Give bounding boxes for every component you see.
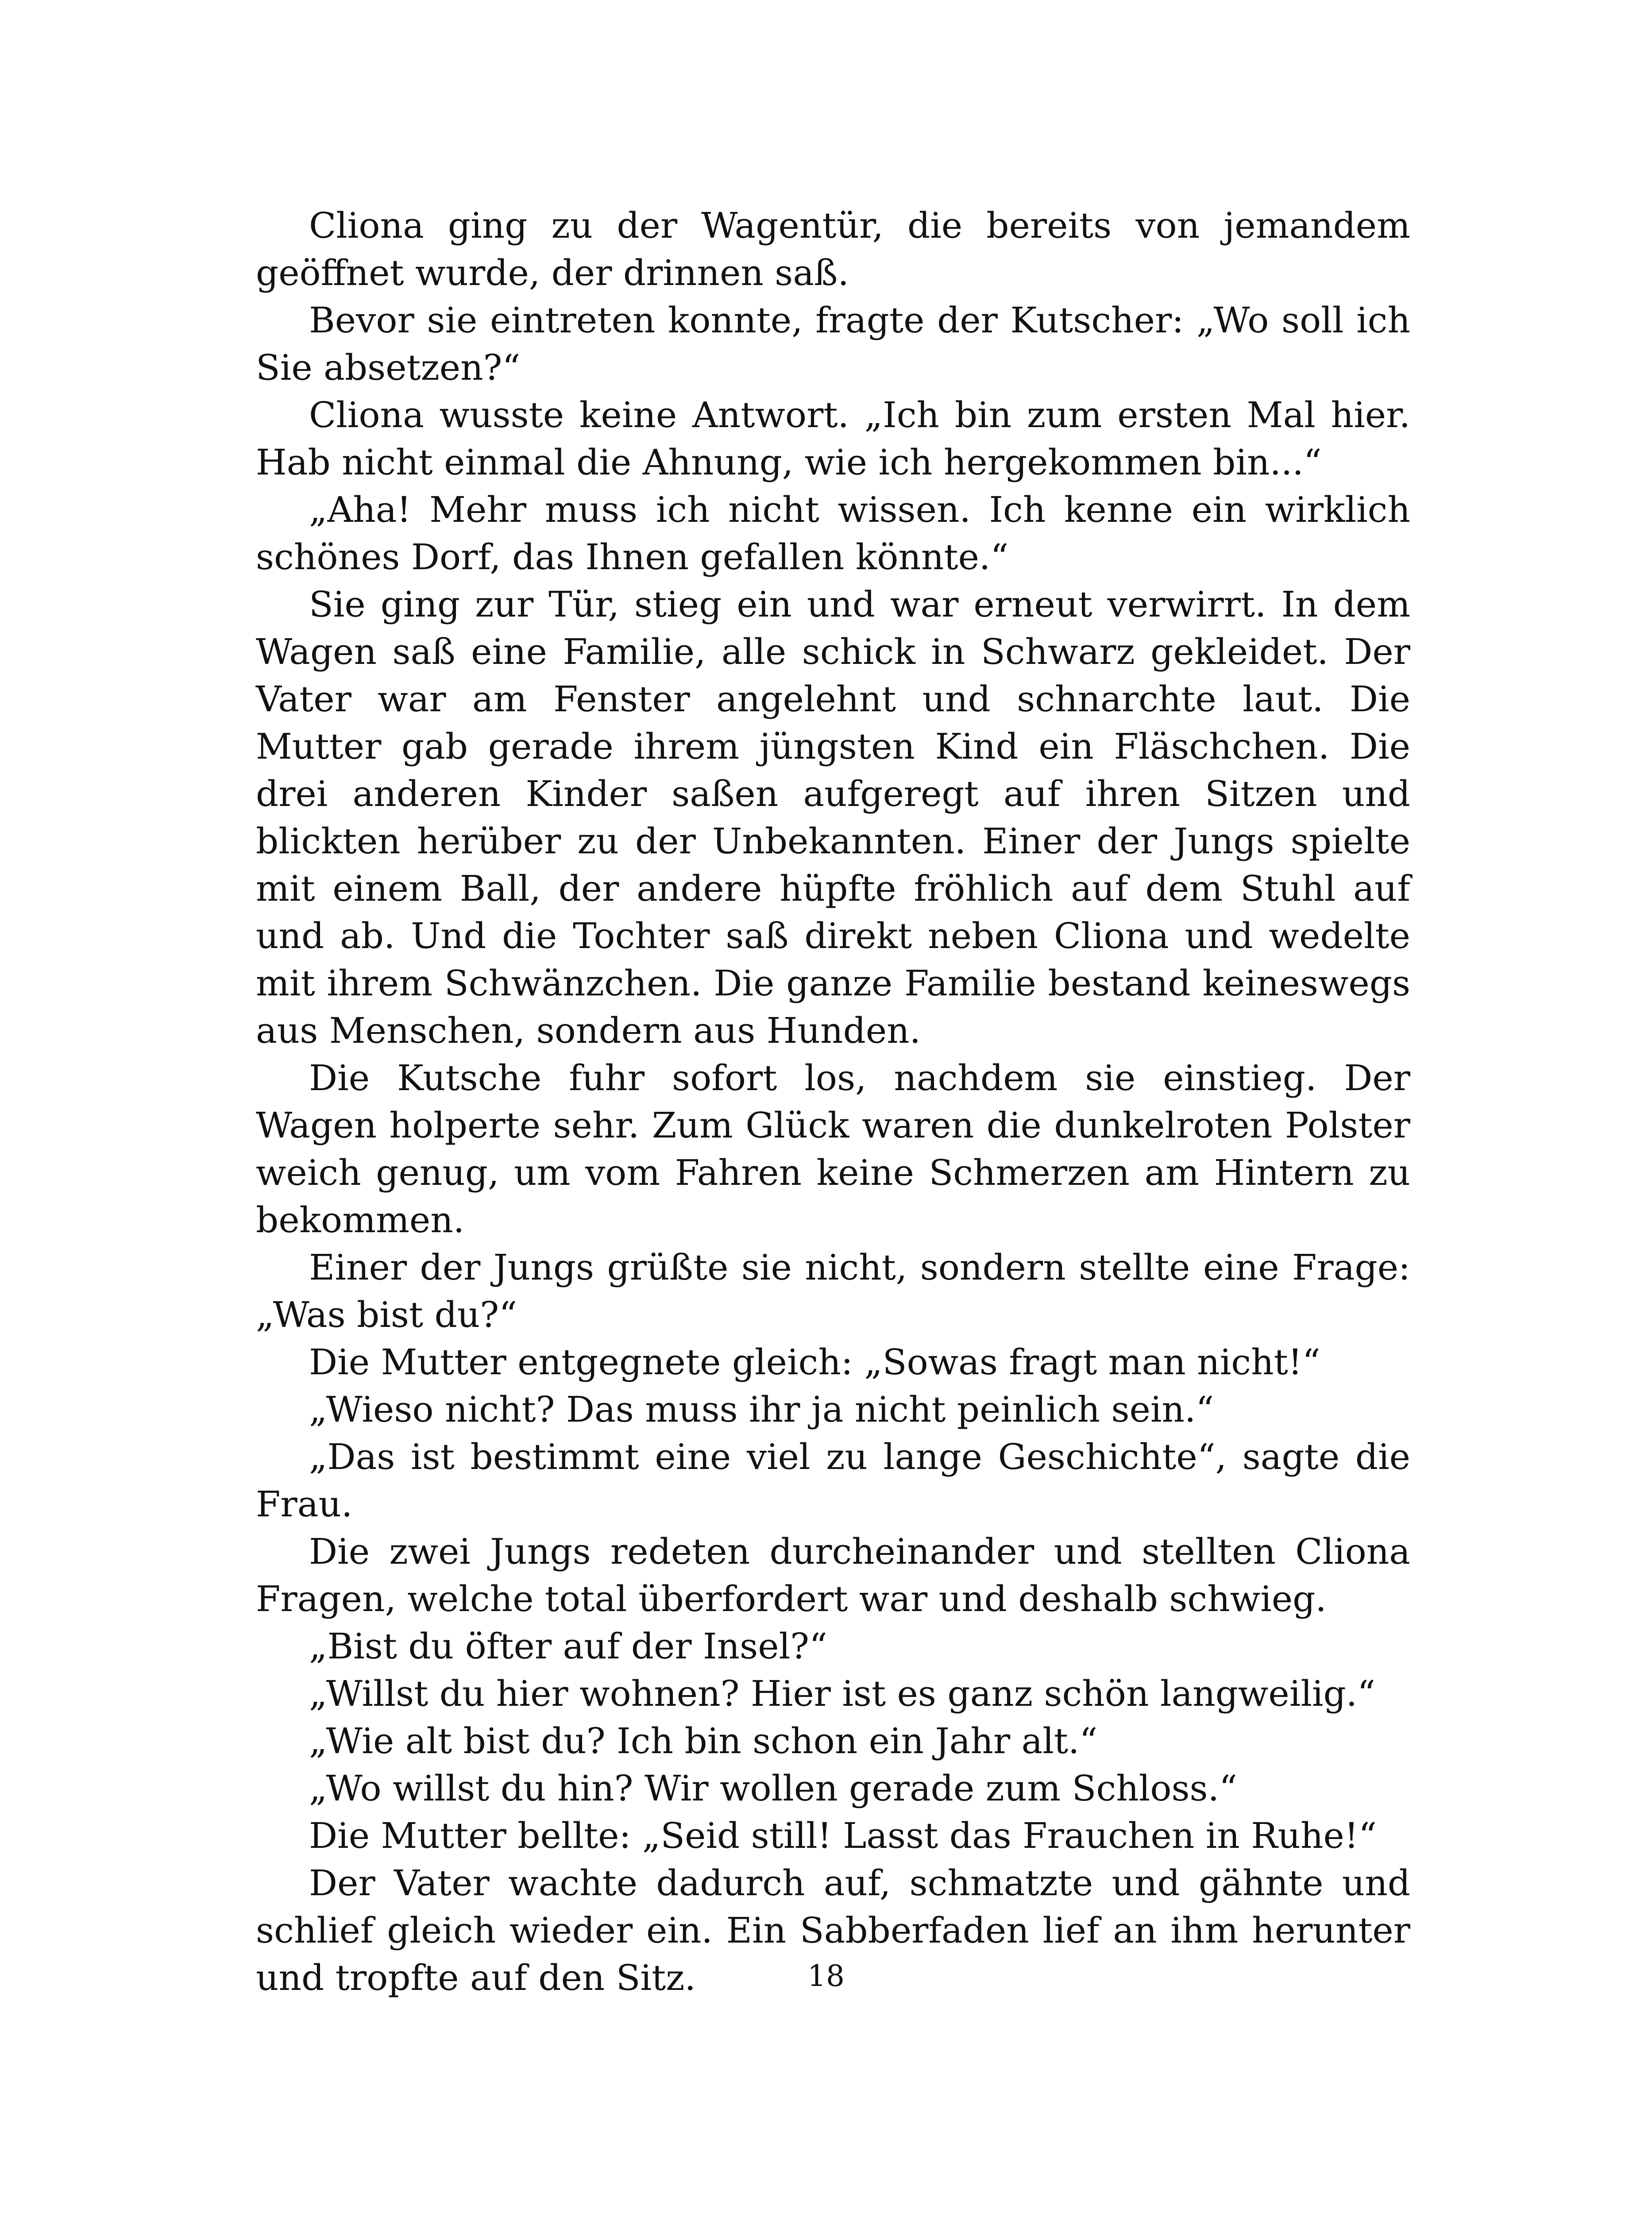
body-text bbox=[256, 202, 1410, 2001]
paragraph: Sie ging zur Tür, stieg ein und war erneut verwirrt. In dem Wagen saß eine Familie, alle schick in Schwarz gekleidet. Der Vater war am Fenster angelehnt und schnarchte laut. Die Mutter gab gerade ihrem jüngsten Kind ein Fläschchen. Die drei anderen Kinder saßen aufgeregt auf ihren Sitzen und blickten herüber zu der Unbekannten. Einer der Jungs spielte mit einem Ball, der andere hüpfte fröhlich auf dem Stuhl auf und ab. Und die Tochter saß direkt neben Cliona und wedelte mit ihrem Schwänzchen. Die ganze Familie bestand keineswegs aus Menschen, sondern aus Hunden. bbox=[256, 584, 1410, 1051]
paragraph: „Das ist bestimmt eine viel zu lange Geschichte“, sagte die Frau. bbox=[256, 1436, 1410, 1525]
paragraph: Cliona ging zu der Wagentür, die bereits von jemandem geöffnet wurde, der drinnen saß. bbox=[256, 205, 1410, 293]
paragraph: Die Mutter bellte: „Seid still! Lasst das Frauchen in Ruhe!“ bbox=[309, 1815, 1377, 1856]
paragraph: Bevor sie eintreten konnte, fragte der Kutscher: „Wo soll ich Sie absetzen?“ bbox=[256, 300, 1410, 388]
page-number: 18 bbox=[807, 1959, 845, 1993]
paragraph: „Aha! Mehr muss ich nicht wissen. Ich kenne ein wirklich schönes Dorf, das Ihnen gefallen könnte.“ bbox=[256, 489, 1410, 578]
paragraph: „Willst du hier wohnen? Hier ist es ganz schön langweilig.“ bbox=[309, 1673, 1376, 1714]
paragraph: „Bist du öfter auf der Insel?“ bbox=[309, 1626, 827, 1667]
paragraph: „Wie alt bist du? Ich bin schon ein Jahr alt.“ bbox=[309, 1720, 1098, 1762]
paragraph: „Wieso nicht? Das muss ihr ja nicht peinlich sein.“ bbox=[309, 1389, 1214, 1430]
paragraph: Der Vater wachte dadurch auf, schmatzte und gähnte und schlief gleich wieder ein. Ein Sabberfaden lief an ihm herunter und tropfte auf den Sitz. bbox=[256, 1862, 1410, 1998]
paragraph: „Wo willst du hin? Wir wollen gerade zum Schloss.“ bbox=[309, 1768, 1237, 1809]
paragraph: Cliona wusste keine Antwort. „Ich bin zum ersten Mal hier. Hab nicht einmal die Ahnung, wie ich hergekommen bin...“ bbox=[256, 394, 1410, 483]
paragraph: Die Mutter entgegnete gleich: „Sowas fragt man nicht!“ bbox=[309, 1342, 1320, 1383]
paragraph: Einer der Jungs grüßte sie nicht, sondern stellte eine Frage: „Was bist du?“ bbox=[256, 1247, 1410, 1335]
paragraph: Die zwei Jungs redeten durcheinander und stellten Cliona Fragen, welche total überfordert war und deshalb schwieg. bbox=[256, 1531, 1410, 1619]
paragraph: Die Kutsche fuhr sofort los, nachdem sie einstieg. Der Wagen holperte sehr. Zum Glück waren die dunkelroten Polster weich genug, um vom Fahren keine Schmerzen am Hintern zu bekommen. bbox=[256, 1057, 1410, 1241]
